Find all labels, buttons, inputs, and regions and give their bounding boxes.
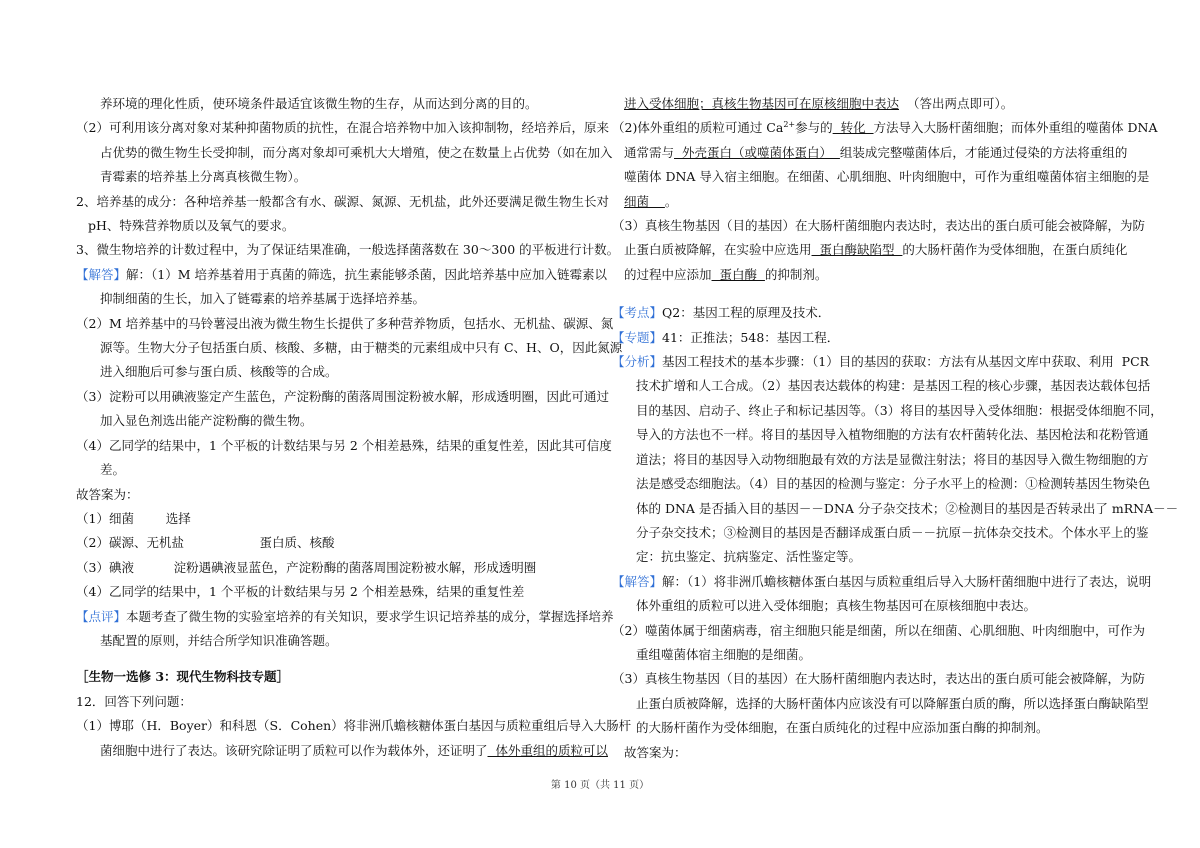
text-line: 3、微生物培养的计数过程中，为了保证结果准确，一般选择菌落数在 30～300 的平板进行计数。 xyxy=(76,242,620,258)
subject-line xyxy=(612,326,1130,350)
text-span: 菌细胞中进行了表达。该研究除证明了质粒可以作为载体外，还证明了 xyxy=(100,742,488,758)
answer-line: （1）细菌 选择 xyxy=(76,510,191,526)
answer-tag: 【解答】 xyxy=(612,573,663,589)
text-line: 分子杂交技术；③检测目的基因是否翻译成蛋白质－－抗原－抗体杂交技术。个体水平上的鉴 xyxy=(636,524,1149,540)
text-span: 41：正推法；548：基因工程． xyxy=(662,329,840,345)
text-span: （答出两点即可）。 xyxy=(899,96,1014,111)
comment-heading-line xyxy=(76,605,614,629)
topic-tag: 【考点】 xyxy=(612,305,663,321)
text-line: 导入的方法也不一样。将目的基因导入植物细胞的方法有农杆菌转化法、基因枪法和花粉管通 xyxy=(636,427,1149,443)
text-line: 止蛋白质被降解，选择的大肠杆菌体内应该没有可以降解蛋白质的酶，所以选择蛋白酶缺陷型 xyxy=(636,695,1149,711)
text-span: 基因工程技术的基本步骤：（1）目的基因的获取：方法有从基因文库中获取、利用 PCR xyxy=(662,354,1150,370)
text-line: 养环境的理化性质，使环境条件最适宜该微生物的生存，从而达到分离的目的。 xyxy=(100,96,538,111)
analysis-tag: 【分析】 xyxy=(612,354,663,370)
text-line: 重组噬菌体宿主细胞的是细菌。 xyxy=(636,646,812,662)
text-line: 占优势的微生物生长受抑制，而分离对象却可乘机大大增殖，使之在数量上占优势（如在加入 xyxy=(100,144,613,160)
subject-tag: 【专题】 xyxy=(612,329,663,345)
text-line: （2）可利用该分离对象对某种抑菌物质的抗性，在混合培养物中加入该抑制物，经培养后，原来 xyxy=(76,120,609,136)
text-line: 青霉素的培养基上分离真核微生物）。 xyxy=(100,169,307,185)
text-span: （2)体外重组的质粒可通过 Ca xyxy=(612,120,784,136)
text-line: 故答案为： xyxy=(76,486,139,502)
answer-line: （2）碳源、无机盐 蛋白质、核酸 xyxy=(76,535,335,551)
text-line: 基配置的原则，并结合所学知识准确答题。 xyxy=(100,632,338,648)
answer-blank: 蛋白酶 xyxy=(711,266,765,282)
answer-line: （4）乙同学的结果中，1 个平板的计数结果与另 2 个相差悬殊，结果的重复性差 xyxy=(76,584,525,600)
text-span: 本题考查了微生物的实验室培养的有关知识，要求学生识记培养基的成分，掌握选择培养 xyxy=(126,608,614,624)
comment-tag: 【点评】 xyxy=(76,608,127,624)
text-span: Q2：基因工程的原理及技术． xyxy=(662,305,831,321)
text-line-with-blank xyxy=(612,238,1130,262)
text-line-with-blank xyxy=(612,92,1130,116)
text-line: 道法；将目的基因导入动物细胞最有效的方法是显微注射法；将目的基因导入微生物细胞的方 xyxy=(636,451,1149,467)
text-span: 参与的 xyxy=(795,120,833,136)
text-line: （3）淀粉可以用碘液鉴定产生蓝色，产淀粉酶的菌落周围淀粉被水解，形成透明圈，因此可通过 xyxy=(76,388,609,404)
text-line: 故答案为： xyxy=(624,744,687,760)
answer-blank: 体外重组的质粒可以 xyxy=(487,742,608,758)
text-line: 2、培养基的成分：各种培养基一般都含有水、碳源、氮源、无机盐，此外还要满足微生物生长对 xyxy=(76,193,609,209)
text-line: 的大肠杆菌作为受体细胞，在蛋白质纯化的过程中应添加蛋白酶的抑制剂。 xyxy=(636,720,1049,736)
page-number: 第 10 页（共 11 页） xyxy=(550,780,650,791)
right-column xyxy=(612,92,1179,765)
analysis-line xyxy=(612,350,1150,374)
answer-heading-line xyxy=(76,263,607,287)
answer-blank: 转化 xyxy=(832,120,874,136)
text-line: 目的基因、启动子、终止子和标记基因等。（3）将目的基因导入受体细胞：根据受体细胞不同， xyxy=(636,402,1163,418)
text-span: 方法导入大肠杆菌细胞；而体外重组的噬菌体 DNA xyxy=(873,120,1158,136)
text-span: 的大肠杆菌作为受体细胞，在蛋白质纯化 xyxy=(902,242,1128,258)
spacer xyxy=(76,653,590,665)
text-line: （2）噬菌体属于细菌病毒，宿主细胞只能是细菌，所以在细菌、心肌细胞、叶肉细胞中，可作为 xyxy=(612,622,1145,638)
text-line: 差。 xyxy=(100,462,126,478)
text-line: 抑制细菌的生长，加入了链霉素的培养基属于选择培养基。 xyxy=(100,291,426,307)
section-title: ［生物一选修 3：现代生物科技专题］ xyxy=(76,669,290,685)
spacer xyxy=(612,287,1130,301)
text-span: 解：（1）将非洲爪蟾核糖体蛋白基因与质粒重组后导入大肠杆菌细胞中进行了表达，说明 xyxy=(662,573,1152,589)
text-line: pH、特殊营养物质以及氧气的要求。 xyxy=(88,218,295,234)
text-line: （2）M 培养基中的马铃薯浸出液为微生物生长提供了多种营养物质，包括水、无机盐、碳源、氮 xyxy=(76,315,614,331)
text-line: （4）乙同学的结果中，1 个平板的计数结果与另 2 个相差悬殊，结果的重复性差，因此其可信度 xyxy=(76,437,612,453)
text-span: 止蛋白质被降解，在实验中应选用 xyxy=(624,242,812,258)
text-line-with-blank xyxy=(612,116,1158,140)
answer-tag: 【解答】 xyxy=(76,266,127,282)
text-line: （3）真核生物基因（目的基因）在大肠杆菌细胞内表达时，表达出的蛋白质可能会被降解，为防 xyxy=(612,671,1145,687)
text-line: 技术扩增和人工合成。（2）基因表达载体的构建：是基因工程的核心步骤，基因表达载体包括 xyxy=(636,378,1151,394)
question-number: 12．回答下列问题： xyxy=(76,693,192,709)
text-span: 的过程中应添加 xyxy=(624,266,712,282)
answer-line: （3）碘液 淀粉遇碘液显蓝色，产淀粉酶的菌落周围淀粉被水解，形成透明圈 xyxy=(76,559,537,575)
text-line: 体的 DNA 是否插入目的基因－－DNA 分子杂交技术；②检测目的基因是否转录出了 mRNA－－ xyxy=(636,500,1179,516)
answer-heading-line xyxy=(612,570,1152,594)
text-line: （1）博耶（H．Boyer）和科恩（S．Cohen）将非洲爪蟾核糖体蛋白基因与质粒重组后导入大肠杆 xyxy=(76,718,632,734)
answer-blank: 进入受体细胞；真核生物基因可在原核细胞中表达 xyxy=(624,96,900,111)
text-span: 通常需与 xyxy=(624,144,675,160)
text-line-with-blank xyxy=(612,190,1130,214)
text-line: 加入显色剂选出能产淀粉酶的微生物。 xyxy=(100,413,313,429)
text-line: 源等。生物大分子包括蛋白质、核酸、多糖，由于糖类的元素组成中只有 C、H、O，因此氮源 xyxy=(100,340,623,356)
superscript: 2+ xyxy=(783,120,796,130)
left-column xyxy=(76,92,632,763)
text-span: 。 xyxy=(664,193,678,209)
text-span: 组装成完整噬菌体后，才能通过侵染的方法将重组的 xyxy=(839,144,1128,160)
text-span: 解：（1）M 培养基着用于真菌的筛选，抗生素能够杀菌，因此培养基中应加入链霉素以 xyxy=(126,266,607,282)
topic-line xyxy=(612,301,1130,325)
text-span: 的抑制剂。 xyxy=(764,266,828,282)
answer-blank: 外壳蛋白（或噬菌体蛋白） xyxy=(674,144,840,160)
text-line-with-blank xyxy=(612,141,1130,165)
text-line: 法是感受态细胞法。（4）目的基因的检测与鉴定：分子水平上的检测：①检测转基因生物染色 xyxy=(636,476,1151,492)
answer-blank: 细菌 xyxy=(624,193,665,209)
text-line-with-blank xyxy=(76,739,608,763)
answer-blank: 蛋白酶缺陷型 xyxy=(811,242,903,258)
text-line: 噬菌体 DNA 导入宿主细胞。在细菌、心肌细胞、叶肉细胞中，可作为重组噬菌体宿主细胞的是 xyxy=(624,169,1150,185)
text-line: 进入细胞后可参与蛋白质、核酸等的合成。 xyxy=(100,364,338,380)
text-line-with-blank xyxy=(612,263,1130,287)
text-line: 定：抗虫鉴定、抗病鉴定、活性鉴定等。 xyxy=(636,549,862,565)
text-line: （3）真核生物基因（目的基因）在大肠杆菌细胞内表达时，表达出的蛋白质可能会被降解，为防 xyxy=(612,218,1145,234)
text-line: 体外重组的质粒可以进入受体细胞；真核生物基因可在原核细胞中表达。 xyxy=(636,598,1037,614)
